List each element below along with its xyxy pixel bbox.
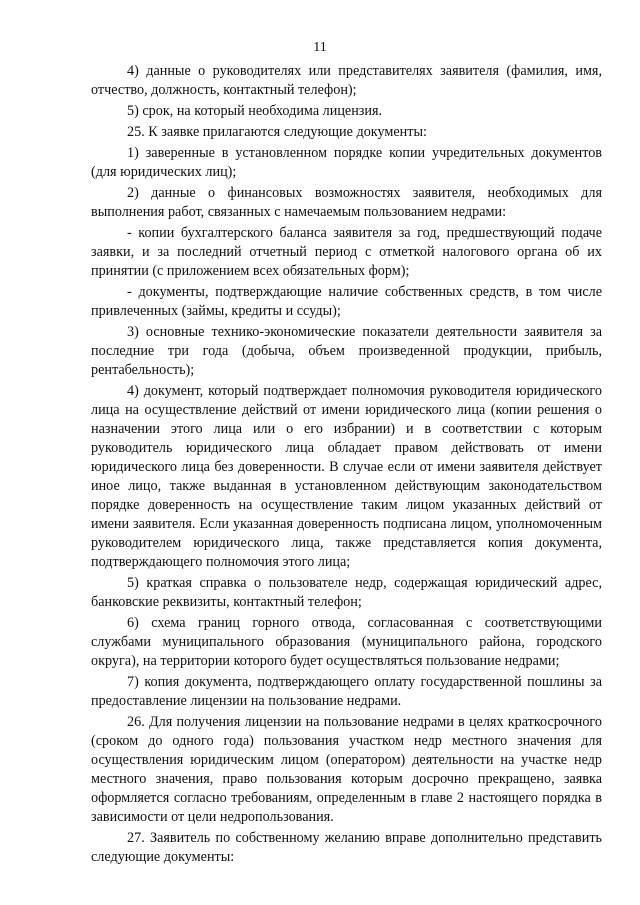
paragraph-clause-27: 27. Заявитель по собственному желанию вправе дополнительно представить следующие документы: — [91, 830, 602, 865]
paragraph-financial-capabilities: 2) данные о финансовых возможностях заявителя, необходимых для выполнения работ, связанных с намечаемым пользованием недрами: — [91, 185, 602, 220]
paragraph-license-term: 5) срок, на который необходима лицензия. — [127, 103, 383, 119]
paragraph-applicant-representatives: 4) данные о руководителях или представителях заявителя (фамилия, имя, отчество, должность, контактный телефон); — [91, 63, 602, 98]
paragraph-authority-document: 4) документ, который подтверждает полномочия руководителя юридического лица на осуществление действий от имени юридического лица (копии решения о назначении этого лица или о его избрании) и в соответствии с которым руководитель юридического лица обладает правом действовать от имени юридического лица без доверенности. В случае если от имени заявителя действует иное лицо, также выданная в установленном действующим законодательством порядке доверенность на осуществление таким лицом указанных действий от имени заявителя. Если указанная доверенность подписана лицом, уполномоченным руководителем юридического лица, также представляется копия документа, подтверждающего полномочия этого лица; — [91, 383, 602, 570]
paragraph-state-fee: 7) копия документа, подтверждающего оплату государственной пошлины за предоставление лицензии на пользование недрами. — [91, 674, 602, 709]
document-body — [91, 62, 602, 867]
paragraph-brief-reference: 5) краткая справка о пользователе недр, содержащая юридический адрес, банковские реквизиты, контактный телефон; — [91, 575, 602, 610]
paragraph-clause-26: 26. Для получения лицензии на пользование недрами в целях краткосрочного (сроком до одного года) пользования участком недр местного значения для осуществления юридическим лицом (оператором) деятельности на участке недр местного значения, право пользования которым досрочно прекращено, заявка оформляется согласно требованиям, определенным в главе 2 настоящего порядка в зависимости от цели недропользования. — [91, 714, 602, 825]
paragraph-balance-copies: - копии бухгалтерского баланса заявителя за год, предшествующий подаче заявки, и за последний отчетный период с отметкой налогового органа об их принятии (с приложением всех обязательных форм); — [91, 225, 602, 279]
page-number: 11 — [313, 40, 327, 55]
paragraph-founding-documents: 1) заверенные в установленном порядке копии учредительных документов (для юридических лиц); — [91, 145, 602, 180]
paragraph-clause-25: 25. К заявке прилагаются следующие документы: — [127, 124, 427, 140]
paragraph-mining-allotment-scheme: 6) схема границ горного отвода, согласованная с соответствующими службами муниципального образования (муниципального района, городского округа), на территории которого будет осуществляться пользование недрами; — [91, 615, 602, 669]
paragraph-economic-indicators: 3) основные технико-экономические показатели деятельности заявителя за последние три года (добыча, объем произведенной продукции, прибыль, рентабельность); — [91, 324, 602, 378]
paragraph-own-funds: - документы, подтверждающие наличие собственных средств, в том числе привлеченных (займы, кредиты и ссуды); — [91, 284, 602, 319]
